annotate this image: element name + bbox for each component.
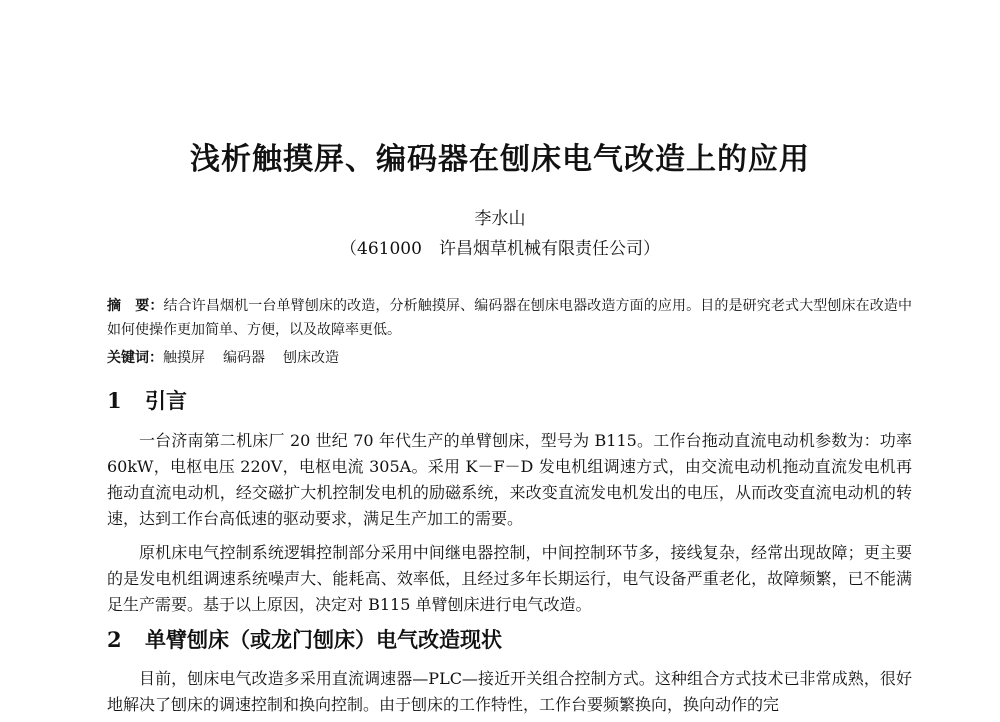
section-heading (107, 626, 502, 654)
body-paragraph: 原机床电气控制系统逻辑控制部分采用中间继电器控制，中间控制环节多，接线复杂，经常出现故障；更主要的是发电机组调速系统噪声大、能耗高、效率低，且经过多年长期运行，电气设备严重老化，故障频繁，已不能满足生产需要。基于以上原因，决定对 B115 单臂刨床进行电气改造。 (107, 543, 912, 614)
abstract-text: 结合许昌烟机一台单臂刨床的改造，分析触摸屏、编码器在刨床电器改造方面的应用。目的是研究老式大型刨床在改造中如何使操作更加简单、方便，以及故障率更低。 (107, 298, 912, 338)
keyword: 编码器 (223, 350, 265, 366)
keyword: 触摸屏 (163, 350, 205, 366)
abstract (107, 294, 912, 342)
keywords (107, 346, 357, 370)
paper-title: 浅析触摸屏、编码器在刨床电气改造上的应用 (190, 142, 810, 177)
section-number: 2 (107, 627, 122, 652)
keyword: 刨床改造 (283, 350, 339, 366)
author-name: 李水山 (474, 209, 526, 229)
body-paragraph: 一台济南第二机床厂 20 世纪 70 年代生产的单臂刨床，型号为 B115。工作台拖动直流电动机参数为：功率 60kW，电枢电压 220V，电枢电流 305A。采用 K－F－D 发电机组调速方式，由交流电动机拖动直流发电机再拖动直流电动机，经交磁扩大机控制发电机的励磁系统，来改变直流发电机发出的电压，从而改变直流电动机的转速，达到工作台高低速的驱动要求，满足生产加工的需要。 (107, 431, 912, 528)
body-paragraph: 目前，刨床电气改造多采用直流调速器—PLC—接近开关组合控制方式。这种组合方式技术已非常成熟，很好地解决了刨床的调速控制和换向控制。由于刨床的工作特性，工作台要频繁换向，换向动作的完 (107, 669, 912, 714)
section-heading (107, 387, 187, 415)
section-number: 1 (107, 388, 122, 413)
section-title: 引言 (145, 388, 187, 413)
section-title: 单臂刨床（或龙门刨床）电气改造现状 (145, 627, 502, 652)
abstract-label: 摘 要： (107, 298, 164, 314)
keywords-label: 关键词： (107, 350, 163, 366)
author-affiliation: （461000 许昌烟草机械有限责任公司） (340, 239, 660, 259)
